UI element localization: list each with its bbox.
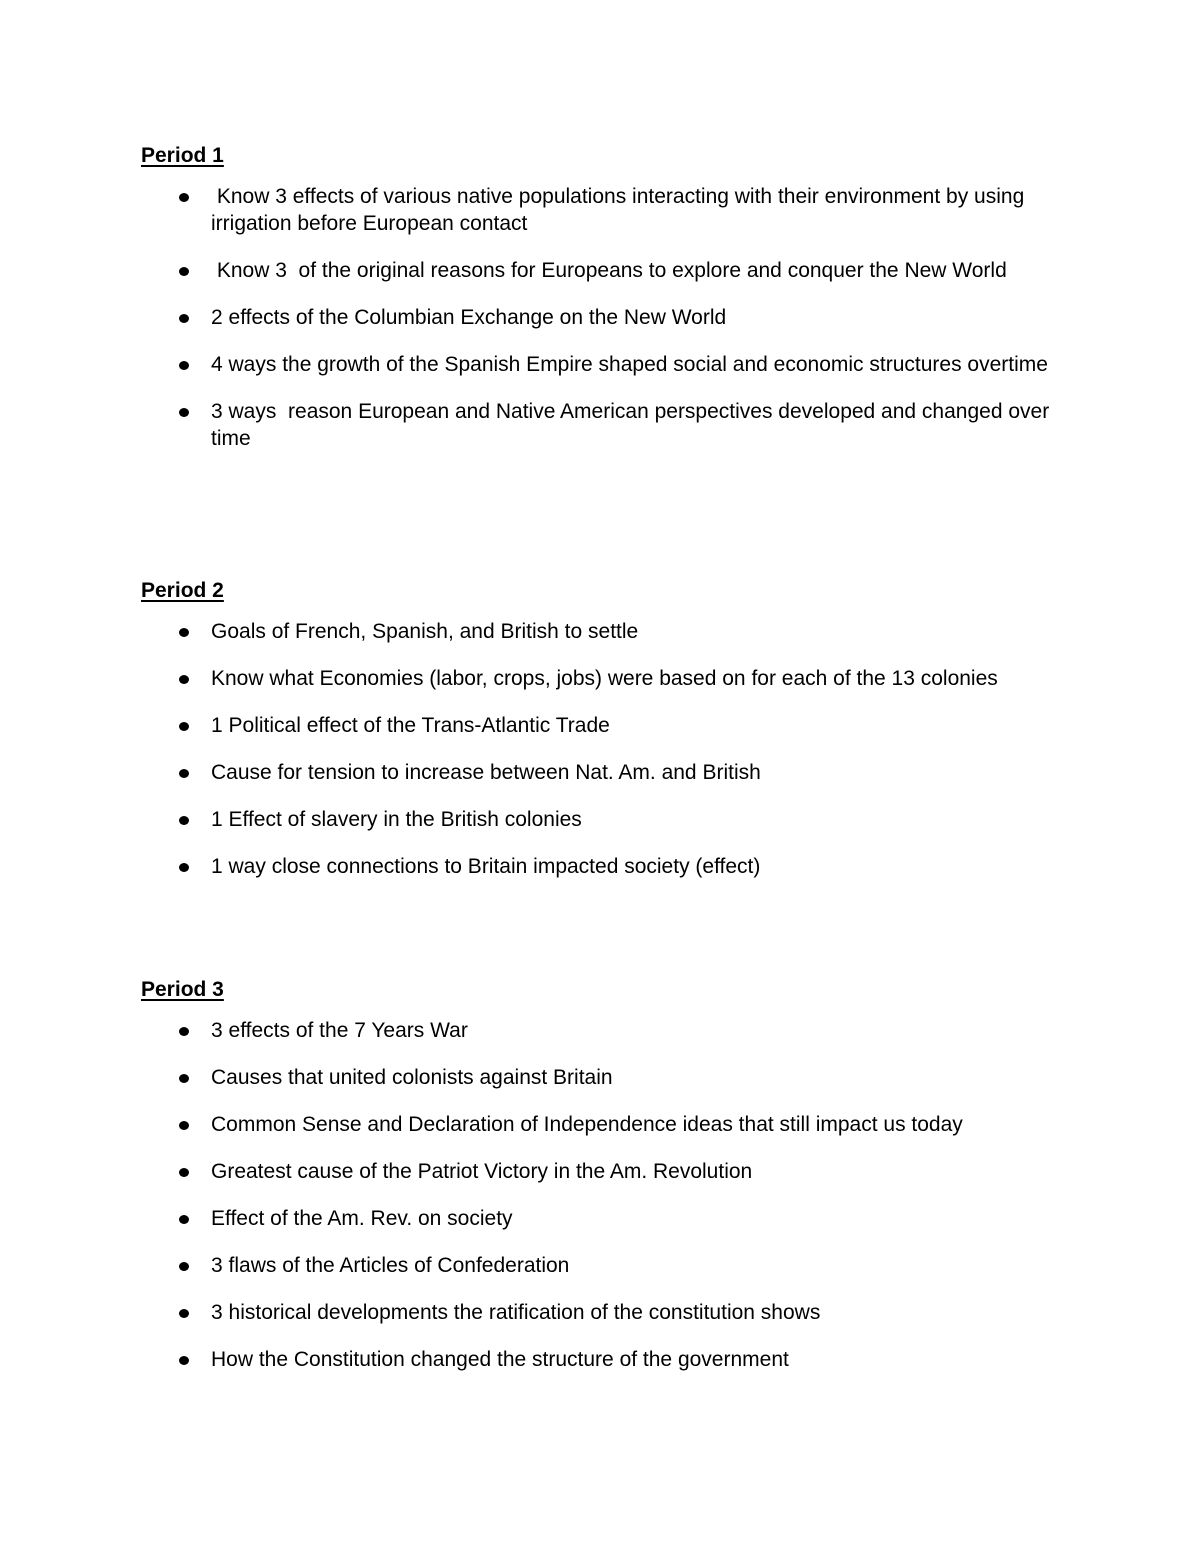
- section-period-3: [141, 977, 1071, 1393]
- section-period-2: [141, 578, 1071, 900]
- list-item: [141, 1252, 1071, 1279]
- list-item-text: 3 historical developments the ratification of the constitution shows: [211, 1301, 821, 1324]
- list-item-text: Know 3 of the original reasons for Europeans to explore and conquer the New World: [211, 259, 1007, 282]
- list-item-text: Greatest cause of the Patriot Victory in the Am. Revolution: [211, 1160, 753, 1183]
- bullet-icon: [179, 408, 189, 417]
- bullet-list: [141, 618, 1071, 880]
- bullet-list: [141, 1017, 1071, 1373]
- bullet-icon: [179, 722, 189, 731]
- list-item-text: 3 flaws of the Articles of Confederation: [211, 1254, 570, 1277]
- section-heading: Period 3: [141, 978, 224, 1001]
- bullet-icon: [179, 863, 189, 872]
- bullet-icon: [179, 314, 189, 323]
- bullet-icon: [179, 1168, 189, 1177]
- bullet-icon: [179, 1262, 189, 1271]
- list-item-text: 2 effects of the Columbian Exchange on the New World: [211, 306, 727, 329]
- bullet-icon: [179, 1027, 189, 1036]
- list-item-text: Effect of the Am. Rev. on society: [211, 1207, 513, 1230]
- list-item-text: Know 3 effects of various native populations interacting with their environment by using irrigation before European contact: [211, 185, 1031, 235]
- list-item-text: 1 way close connections to Britain impacted society (effect): [211, 855, 761, 878]
- list-item-text: Know what Economies (labor, crops, jobs) were based on for each of the 13 colonies: [211, 667, 998, 690]
- list-item: [141, 1017, 1071, 1044]
- bullet-icon: [179, 1074, 189, 1083]
- bullet-icon: [179, 1121, 189, 1130]
- list-item-text: Cause for tension to increase between Nat. Am. and British: [211, 761, 761, 784]
- bullet-icon: [179, 361, 189, 370]
- list-item: [141, 1205, 1071, 1232]
- list-item: [141, 759, 1071, 786]
- list-item: [141, 304, 1071, 331]
- list-item-text: 4 ways the growth of the Spanish Empire shaped social and economic structures overtime: [211, 353, 1048, 376]
- list-item: [141, 1111, 1071, 1138]
- bullet-icon: [179, 267, 189, 276]
- list-item: [141, 1064, 1071, 1091]
- list-item-text: Common Sense and Declaration of Independence ideas that still impact us today: [211, 1113, 963, 1136]
- list-item: [141, 351, 1071, 378]
- list-item: [141, 1299, 1071, 1326]
- list-item: [141, 183, 1071, 237]
- list-item: [141, 665, 1071, 692]
- bullet-icon: [179, 1309, 189, 1318]
- list-item: [141, 806, 1071, 833]
- list-item-text: How the Constitution changed the structure of the government: [211, 1348, 789, 1371]
- list-item-text: 1 Effect of slavery in the British colonies: [211, 808, 582, 831]
- list-item: [141, 257, 1071, 284]
- list-item: [141, 1158, 1071, 1185]
- list-item: [141, 618, 1071, 645]
- bullet-icon: [179, 193, 189, 202]
- list-item-text: 3 effects of the 7 Years War: [211, 1019, 468, 1042]
- bullet-icon: [179, 1356, 189, 1365]
- bullet-list: [141, 183, 1071, 452]
- list-item: [141, 398, 1071, 452]
- list-item: [141, 1346, 1071, 1373]
- bullet-icon: [179, 769, 189, 778]
- list-item-text: 3 ways reason European and Native American perspectives developed and changed over time: [211, 400, 1056, 450]
- bullet-icon: [179, 675, 189, 684]
- list-item: [141, 853, 1071, 880]
- bullet-icon: [179, 816, 189, 825]
- list-item-text: Causes that united colonists against Britain: [211, 1066, 613, 1089]
- list-item-text: Goals of French, Spanish, and British to settle: [211, 620, 639, 643]
- list-item-text: 1 Political effect of the Trans-Atlantic Trade: [211, 714, 610, 737]
- bullet-icon: [179, 1215, 189, 1224]
- section-heading: Period 1: [141, 144, 224, 167]
- section-period-1: [141, 143, 1071, 472]
- section-heading: Period 2: [141, 579, 224, 602]
- list-item: [141, 712, 1071, 739]
- bullet-icon: [179, 628, 189, 637]
